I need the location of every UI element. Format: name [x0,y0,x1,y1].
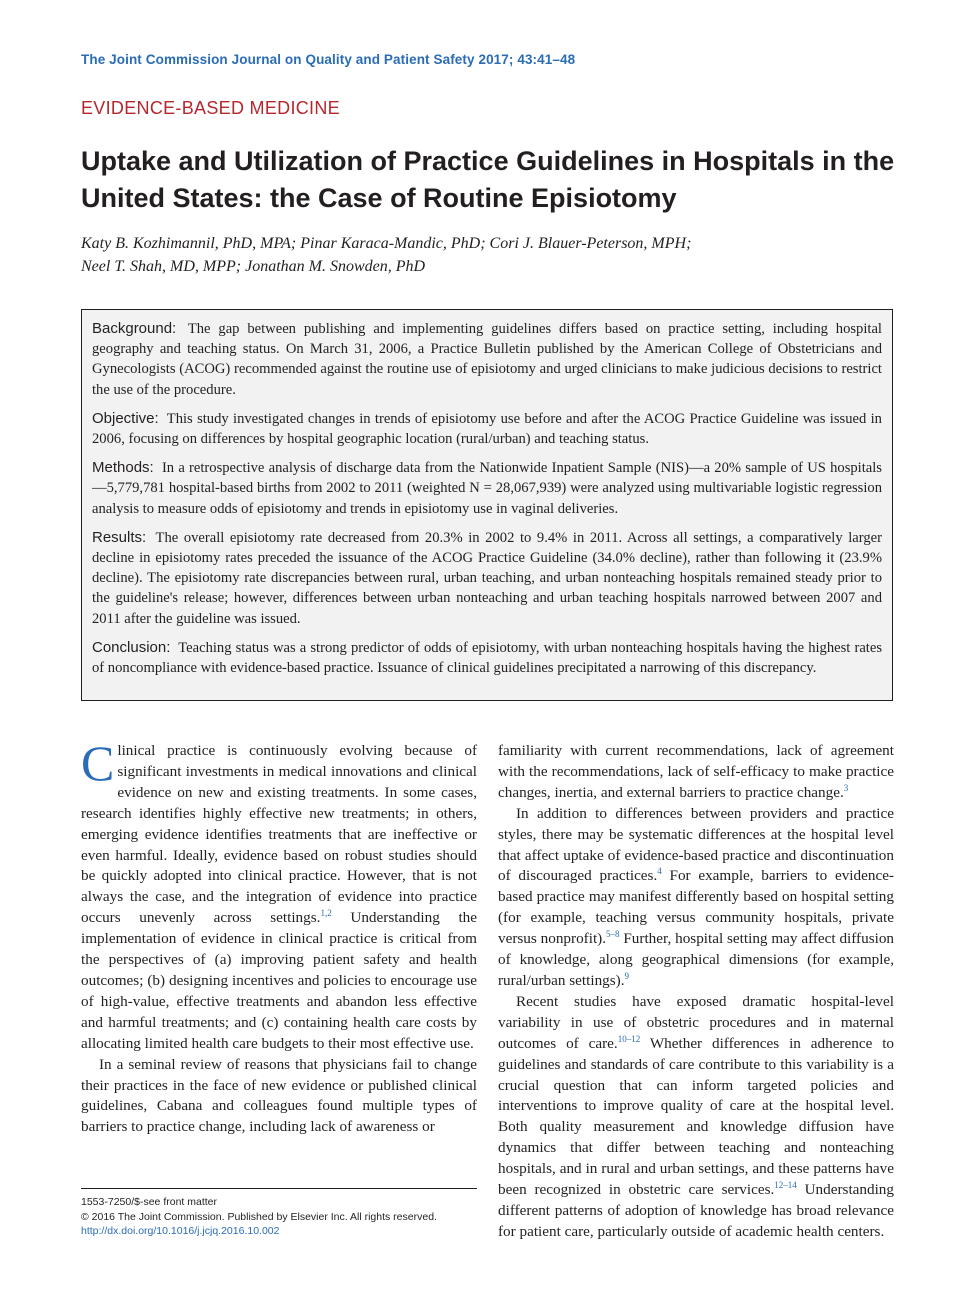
abstract-methods [92,458,882,519]
paragraph-text: Further, hospital setting may affect diffusion of knowledge, along geographical dimensions (for example, rural/urban settings). [498,930,895,989]
author-line: Katy B. Kozhimannil, PhD, MPA; Pinar Karaca-Mandic, PhD; Cori J. Blauer-Peterson, MPH; [81,235,692,252]
body-paragraph: In a seminal review of reasons that physicians fail to change their practices in the face of new evidence or published clinical guidelines, Cabana and colleagues found multiple types of barriers to practice change, including lack of awareness or [81,1055,477,1136]
body-column-right [498,741,894,1243]
citation-link[interactable]: 10–12 [617,1033,641,1044]
body-paragraph [498,741,894,804]
abstract-label: Conclusion: [92,638,171,656]
citation-link[interactable]: 3 [843,782,849,793]
body-column-left [81,735,477,1138]
paragraph-text: Understanding different patterns of adoption of knowledge has broad relevance for patient care, particularly outside of academic health centers. [498,1181,894,1240]
paragraph-text: Whether differences in adherence to guidelines and standards of care contribute to this variability is a crucial question that can inform targeted policies and interventions to improve quality of care at the hospital level. Both quality measurement and knowledge diffusion have dynamics that differ between teaching and nonteaching hospitals, and in rural and urban settings, and these patterns have been recognized in obstetric care services. [498,1034,895,1199]
abstract-box [81,309,893,701]
abstract-conclusion [92,638,882,678]
abstract-text: This study investigated changes in trends of episiotomy use before and after the ACOG Practice Guideline was issued in 2006, focusing on differences by hospital geographic location (rural/urban) and teaching status. [92,410,882,448]
doi-link[interactable]: http://dx.doi.org/10.1016/j.jcjq.2016.10.002 [81,1225,280,1237]
abstract-text: In a retrospective analysis of discharge data from the Nationwide Inpatient Sample (NIS)—a 20% sample of US hospitals—5,779,781 hospital-based births from 2002 to 2011 (weighted N = 28,067,939) were analyzed using multivariable logistic regression analysis to measure odds of episiotomy and trends in episiotomy use in vaginal deliveries. [92,460,882,517]
author-list [81,232,901,278]
abstract-background [92,319,882,400]
citation-link[interactable]: 1,2 [320,908,332,919]
journal-citation: The Joint Commission Journal on Quality and Patient Safety 2017; 43:41–48 [81,52,576,67]
abstract-text: The gap between publishing and implementing guidelines differs based on practice setting, including hospital geography and teaching status. On March 31, 2006, a Practice Bulletin published by the American College of Obstetricians and Gynecologists (ACOG) recommended against the routine use of episiotomy and urged clinicians to make judicious decisions to restrict the use of the procedure. [92,321,882,398]
abstract-text: The overall episiotomy rate decreased from 20.3% in 2002 to 9.4% in 2011. Across all settings, a comparatively larger decline in episiotomy rates preceded the issuance of the ACOG Practice Guideline (34.0% decline), rather than following it (23.9% decline). The episiotomy rate discrepancies between rural, urban teaching, and urban nonteaching hospitals remained steady prior to the guideline's release; however, differences between urban nonteaching and urban teaching hospitals narrowed between 2007 and 2011 after the guideline was issued. [92,529,882,627]
abstract-label: Results: [92,528,147,546]
body-paragraph [498,804,894,992]
drop-cap: C [81,735,115,791]
abstract-label: Methods: [92,459,154,477]
citation-link[interactable]: 5–8 [606,929,620,940]
article-title: Uptake and Utilization of Practice Guidelines in Hospitals in the United States: the Case of Routine Episiotomy [81,146,895,213]
abstract-results [92,528,882,629]
section-heading: EVIDENCE-BASED MEDICINE [81,98,340,118]
footnote [81,1195,477,1239]
citation-link[interactable]: 4 [657,866,662,877]
citation-link[interactable]: 12–14 [774,1179,797,1190]
paragraph-text: Understanding the implementation of evidence in clinical practice is critical from the perspectives of (a) improving patient safety and health outcomes; (b) designing incentives and policies to encourage use of high-value, effective treatments and abandon less effective and harmful treatments; and (c) containing health care costs by allocating limited health care budgets to their most effective use. [81,909,477,1052]
paragraph-text: linical practice is continuously evolving because of significant investments in medical innovations and clinical evidence on new and existing treatments. In some cases, research identifies highly effective new treatments; in others, emerging evidence identifies treatments that are ineffective or even harmful. Ideally, evidence based on robust studies should be quickly adopted into clinical practice. However, that is not always the case, and the integration of evidence into practice occurs unevenly across settings. [81,742,477,927]
abstract-label: Background: [92,320,177,337]
body-paragraph [498,992,894,1243]
abstract-objective [92,409,882,449]
abstract-label: Objective: [92,409,159,427]
author-line: Neel T. Shah, MD, MPP; Jonathan M. Snowden, PhD [81,258,426,275]
copyright-line: © 2016 The Joint Commission. Published by Elsevier Inc. All rights reserved. [81,1210,437,1223]
issn-line: 1553-7250/$-see front matter [81,1196,217,1208]
paragraph-text: Recent studies have exposed dramatic hospital-level variability in use of obstetric procedures and in maternal outcomes of care. [498,992,894,1052]
paragraph-text: For example, barriers to evidence-based practice may manifest differently based on hospital setting (for example, teaching versus community hospitals, private versus nonprofit). [498,867,894,948]
paragraph-text: familiarity with current recommendations, lack of agreement with the recommendations, lack of self-efficacy to make practice changes, inertia, and external barriers to practice change. [498,742,894,801]
paragraph-text: In addition to differences between providers and practice styles, there may be systematic differences at the hospital level that affect uptake of evidence-based practice and discontinuation of discouraged practices. [498,804,894,885]
citation-link[interactable]: 9 [624,970,630,981]
body-paragraph [81,735,477,1055]
abstract-text: Teaching status was a strong predictor of odds of episiotomy, with urban nonteaching hospitals having the highest rates of noncompliance with evidence-based practice. Issuance of clinical guidelines precipitated a narrowing of this discrepancy. [92,639,883,677]
footnote-divider [81,1188,477,1189]
